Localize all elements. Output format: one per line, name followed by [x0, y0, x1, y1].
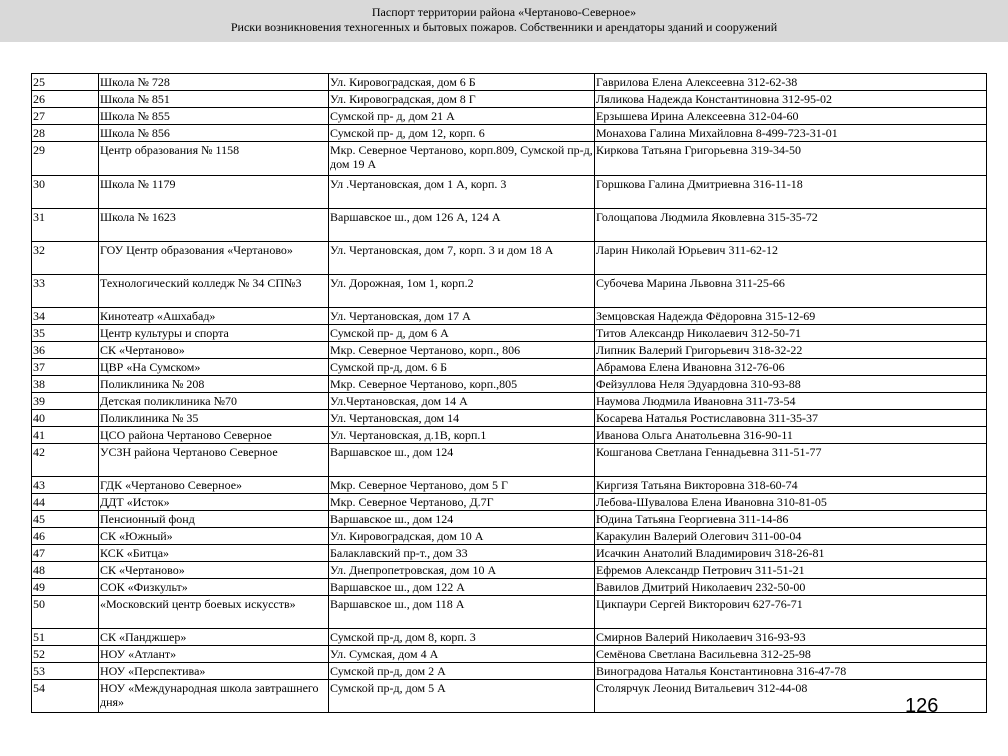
table-row: [32, 646, 987, 663]
table-row: [32, 108, 987, 125]
organization-cell: КСК «Битца»: [99, 545, 329, 562]
row-number-cell: 32: [32, 242, 99, 275]
contact-cell: Земцовская Надежда Фёдоровна 315-12-69: [595, 308, 987, 325]
organization-cell: Школа № 1179: [99, 176, 329, 209]
table-row: [32, 562, 987, 579]
organization-cell: СК «Чертаново»: [99, 342, 329, 359]
address-cell: Варшавское ш., дом 126 А, 124 А: [329, 209, 595, 242]
organization-cell: Поликлиника № 35: [99, 410, 329, 427]
address-cell: Ул .Чертановская, дом 1 А, корп. 3: [329, 176, 595, 209]
table-row: [32, 275, 987, 308]
contact-cell: Каракулин Валерий Олегович 311-00-04: [595, 528, 987, 545]
contact-cell: Юдина Татьяна Георгиевна 311-14-86: [595, 511, 987, 528]
row-number-cell: 28: [32, 125, 99, 142]
organization-cell: Центр культуры и спорта: [99, 325, 329, 342]
organization-cell: Школа № 856: [99, 125, 329, 142]
organization-cell: Кинотеатр «Ашхабад»: [99, 308, 329, 325]
contact-cell: Семёнова Светлана Васильевна 312-25-98: [595, 646, 987, 663]
address-cell: Сумской пр-д, дом 2 А: [329, 663, 595, 680]
row-number-cell: 39: [32, 393, 99, 410]
row-number-cell: 45: [32, 511, 99, 528]
table-row: [32, 477, 987, 494]
organization-cell: ДДТ «Исток»: [99, 494, 329, 511]
contact-cell: Липник Валерий Григорьевич 318-32-22: [595, 342, 987, 359]
contact-cell: Киркова Татьяна Григорьевна 319-34-50: [595, 142, 987, 176]
contact-cell: Монахова Галина Михайловна 8-499-723-31-01: [595, 125, 987, 142]
address-cell: Мкр. Северное Чертаново, корп.,805: [329, 376, 595, 393]
organization-cell: Поликлиника № 208: [99, 376, 329, 393]
header-title: Паспорт территории района «Чертаново-Северное»: [371, 5, 637, 19]
page-header: [0, 0, 1008, 42]
contact-cell: Ларин Николай Юрьевич 311-62-12: [595, 242, 987, 275]
table-row: [32, 91, 987, 108]
table-row: [32, 663, 987, 680]
table-row: [32, 629, 987, 646]
table-row: [32, 308, 987, 325]
row-number-cell: 41: [32, 427, 99, 444]
contact-cell: Гаврилова Елена Алексеевна 312-62-38: [595, 74, 987, 91]
contact-cell: Смирнов Валерий Николаевич 316-93-93: [595, 629, 987, 646]
address-cell: Сумской пр-д, дом 8, корп. 3: [329, 629, 595, 646]
organization-cell: ЦВР «На Сумском»: [99, 359, 329, 376]
contact-cell: Субочева Марина Львовна 311-25-66: [595, 275, 987, 308]
row-number-cell: 34: [32, 308, 99, 325]
row-number-cell: 26: [32, 91, 99, 108]
row-number-cell: 42: [32, 444, 99, 477]
table-row: [32, 511, 987, 528]
row-number-cell: 35: [32, 325, 99, 342]
organization-cell: СК «Чертаново»: [99, 562, 329, 579]
organization-cell: НОУ «Атлант»: [99, 646, 329, 663]
address-cell: Мкр. Северное Чертаново, корп., 806: [329, 342, 595, 359]
table-row: [32, 494, 987, 511]
address-cell: Ул. Чертановская, дом 14: [329, 410, 595, 427]
organization-cell: Школа № 728: [99, 74, 329, 91]
address-cell: Ул. Чертановская, дом 17 А: [329, 308, 595, 325]
address-cell: Сумской пр- д, дом 12, корп. 6: [329, 125, 595, 142]
organization-cell: Технологический колледж № 34 СП№3: [99, 275, 329, 308]
table-row: [32, 142, 987, 176]
row-number-cell: 51: [32, 629, 99, 646]
contact-cell: Киргизя Татьяна Викторовна 318-60-74: [595, 477, 987, 494]
table-row: [32, 359, 987, 376]
table-row: [32, 376, 987, 393]
contact-cell: Столярчук Леонид Витальевич 312-44-08: [595, 680, 987, 713]
row-number-cell: 27: [32, 108, 99, 125]
contact-cell: Ефремов Александр Петрович 311-51-21: [595, 562, 987, 579]
row-number-cell: 44: [32, 494, 99, 511]
row-number-cell: 33: [32, 275, 99, 308]
organization-cell: НОУ «Перспектива»: [99, 663, 329, 680]
table-row: [32, 74, 987, 91]
table-row: [32, 596, 987, 629]
row-number-cell: 47: [32, 545, 99, 562]
row-number-cell: 38: [32, 376, 99, 393]
table-row: [32, 528, 987, 545]
row-number-cell: 53: [32, 663, 99, 680]
contact-cell: Вавилов Дмитрий Николаевич 232-50-00: [595, 579, 987, 596]
organization-cell: Школа № 851: [99, 91, 329, 108]
contact-cell: Кошганова Светлана Геннадьевна 311-51-77: [595, 444, 987, 477]
organization-cell: Школа № 855: [99, 108, 329, 125]
table-row: [32, 545, 987, 562]
contact-cell: Фейзуллова Неля Эдуардовна 310-93-88: [595, 376, 987, 393]
address-cell: Мкр. Северное Чертаново, дом 5 Г: [329, 477, 595, 494]
header-subtitle: Риски возникновения техногенных и бытовых пожаров. Собственники и арендаторы зданий и сооружений: [230, 20, 778, 34]
contact-cell: Косарева Наталья Ростиславовна 311-35-37: [595, 410, 987, 427]
row-number-cell: 25: [32, 74, 99, 91]
address-cell: Балаклавский пр-т., дом 33: [329, 545, 595, 562]
organization-cell: УСЗН района Чертаново Северное: [99, 444, 329, 477]
organization-cell: СОК «Физкульт»: [99, 579, 329, 596]
address-cell: Ул. Чертановская, д.1В, корп.1: [329, 427, 595, 444]
table-row: [32, 209, 987, 242]
contact-cell: Иванова Ольга Анатольевна 316-90-11: [595, 427, 987, 444]
contact-cell: Цикпаури Сергей Викторович 627-76-71: [595, 596, 987, 629]
contact-cell: Ляликова Надежда Константиновна 312-95-02: [595, 91, 987, 108]
contact-cell: Виноградова Наталья Константиновна 316-47-78: [595, 663, 987, 680]
row-number-cell: 54: [32, 680, 99, 713]
contact-cell: Наумова Людмила Ивановна 311-73-54: [595, 393, 987, 410]
table-row: [32, 325, 987, 342]
address-cell: Мкр. Северное Чертаново, Д.7Г: [329, 494, 595, 511]
row-number-cell: 31: [32, 209, 99, 242]
organization-cell: Школа № 1623: [99, 209, 329, 242]
row-number-cell: 43: [32, 477, 99, 494]
table-row: [32, 125, 987, 142]
table-row: [32, 393, 987, 410]
address-cell: Сумской пр-д, дом 5 А: [329, 680, 595, 713]
contact-cell: Титов Александр Николаевич 312-50-71: [595, 325, 987, 342]
organization-cell: СК «Южный»: [99, 528, 329, 545]
contact-cell: Горшкова Галина Дмитриевна 316-11-18: [595, 176, 987, 209]
row-number-cell: 52: [32, 646, 99, 663]
table-row: [32, 176, 987, 209]
address-cell: Ул.Чертановская, дом 14 А: [329, 393, 595, 410]
address-cell: Ул. Дорожная, 1ом 1, корп.2: [329, 275, 595, 308]
table-row: [32, 427, 987, 444]
address-cell: Сумской пр- д, дом 6 А: [329, 325, 595, 342]
organization-cell: Детская поликлиника №70: [99, 393, 329, 410]
table-row: [32, 444, 987, 477]
row-number-cell: 37: [32, 359, 99, 376]
contact-cell: Голощапова Людмила Яковлевна 315-35-72: [595, 209, 987, 242]
address-cell: Ул. Кировоградская, дом 8 Г: [329, 91, 595, 108]
contact-cell: Лебова-Шувалова Елена Ивановна 310-81-05: [595, 494, 987, 511]
address-cell: Ул. Чертановская, дом 7, корп. 3 и дом 18 А: [329, 242, 595, 275]
contact-cell: Исачкин Анатолий Владимирович 318-26-81: [595, 545, 987, 562]
table-row: [32, 342, 987, 359]
address-cell: Варшавское ш., дом 122 А: [329, 579, 595, 596]
row-number-cell: 50: [32, 596, 99, 629]
address-cell: Ул. Днепропетровская, дом 10 А: [329, 562, 595, 579]
address-cell: Ул. Кировоградская, дом 10 А: [329, 528, 595, 545]
organization-cell: ЦСО района Чертаново Северное: [99, 427, 329, 444]
contact-cell: Абрамова Елена Ивановна 312-76-06: [595, 359, 987, 376]
table-row: [32, 242, 987, 275]
address-cell: Мкр. Северное Чертаново, корп.809, Сумской пр-д, дом 19 А: [329, 142, 595, 176]
organization-cell: «Московский центр боевых искусств»: [99, 596, 329, 629]
address-cell: Варшавское ш., дом 124: [329, 444, 595, 477]
organization-cell: СК «Панджшер»: [99, 629, 329, 646]
page-number: 126: [905, 695, 939, 717]
address-cell: Ул. Сумская, дом 4 А: [329, 646, 595, 663]
organization-cell: Пенсионный фонд: [99, 511, 329, 528]
row-number-cell: 36: [32, 342, 99, 359]
row-number-cell: 48: [32, 562, 99, 579]
organization-cell: НОУ «Международная школа завтрашнего дня»: [99, 680, 329, 713]
address-cell: Варшавское ш., дом 118 А: [329, 596, 595, 629]
row-number-cell: 30: [32, 176, 99, 209]
organization-cell: ГОУ Центр образования «Чертаново»: [99, 242, 329, 275]
address-cell: Сумской пр- д, дом 21 А: [329, 108, 595, 125]
address-cell: Ул. Кировоградская, дом 6 Б: [329, 74, 595, 91]
owners-table-body: [32, 74, 987, 713]
organization-cell: ГДК «Чертаново Северное»: [99, 477, 329, 494]
organization-cell: Центр образования № 1158: [99, 142, 329, 176]
table-row: [32, 410, 987, 427]
contact-cell: Ерзышева Ирина Алексеевна 312-04-60: [595, 108, 987, 125]
row-number-cell: 29: [32, 142, 99, 176]
row-number-cell: 46: [32, 528, 99, 545]
table-row: [32, 579, 987, 596]
address-cell: Сумской пр-д, дом. 6 Б: [329, 359, 595, 376]
row-number-cell: 49: [32, 579, 99, 596]
owners-table: [31, 73, 987, 713]
row-number-cell: 40: [32, 410, 99, 427]
table-row: [32, 680, 987, 713]
address-cell: Варшавское ш., дом 124: [329, 511, 595, 528]
